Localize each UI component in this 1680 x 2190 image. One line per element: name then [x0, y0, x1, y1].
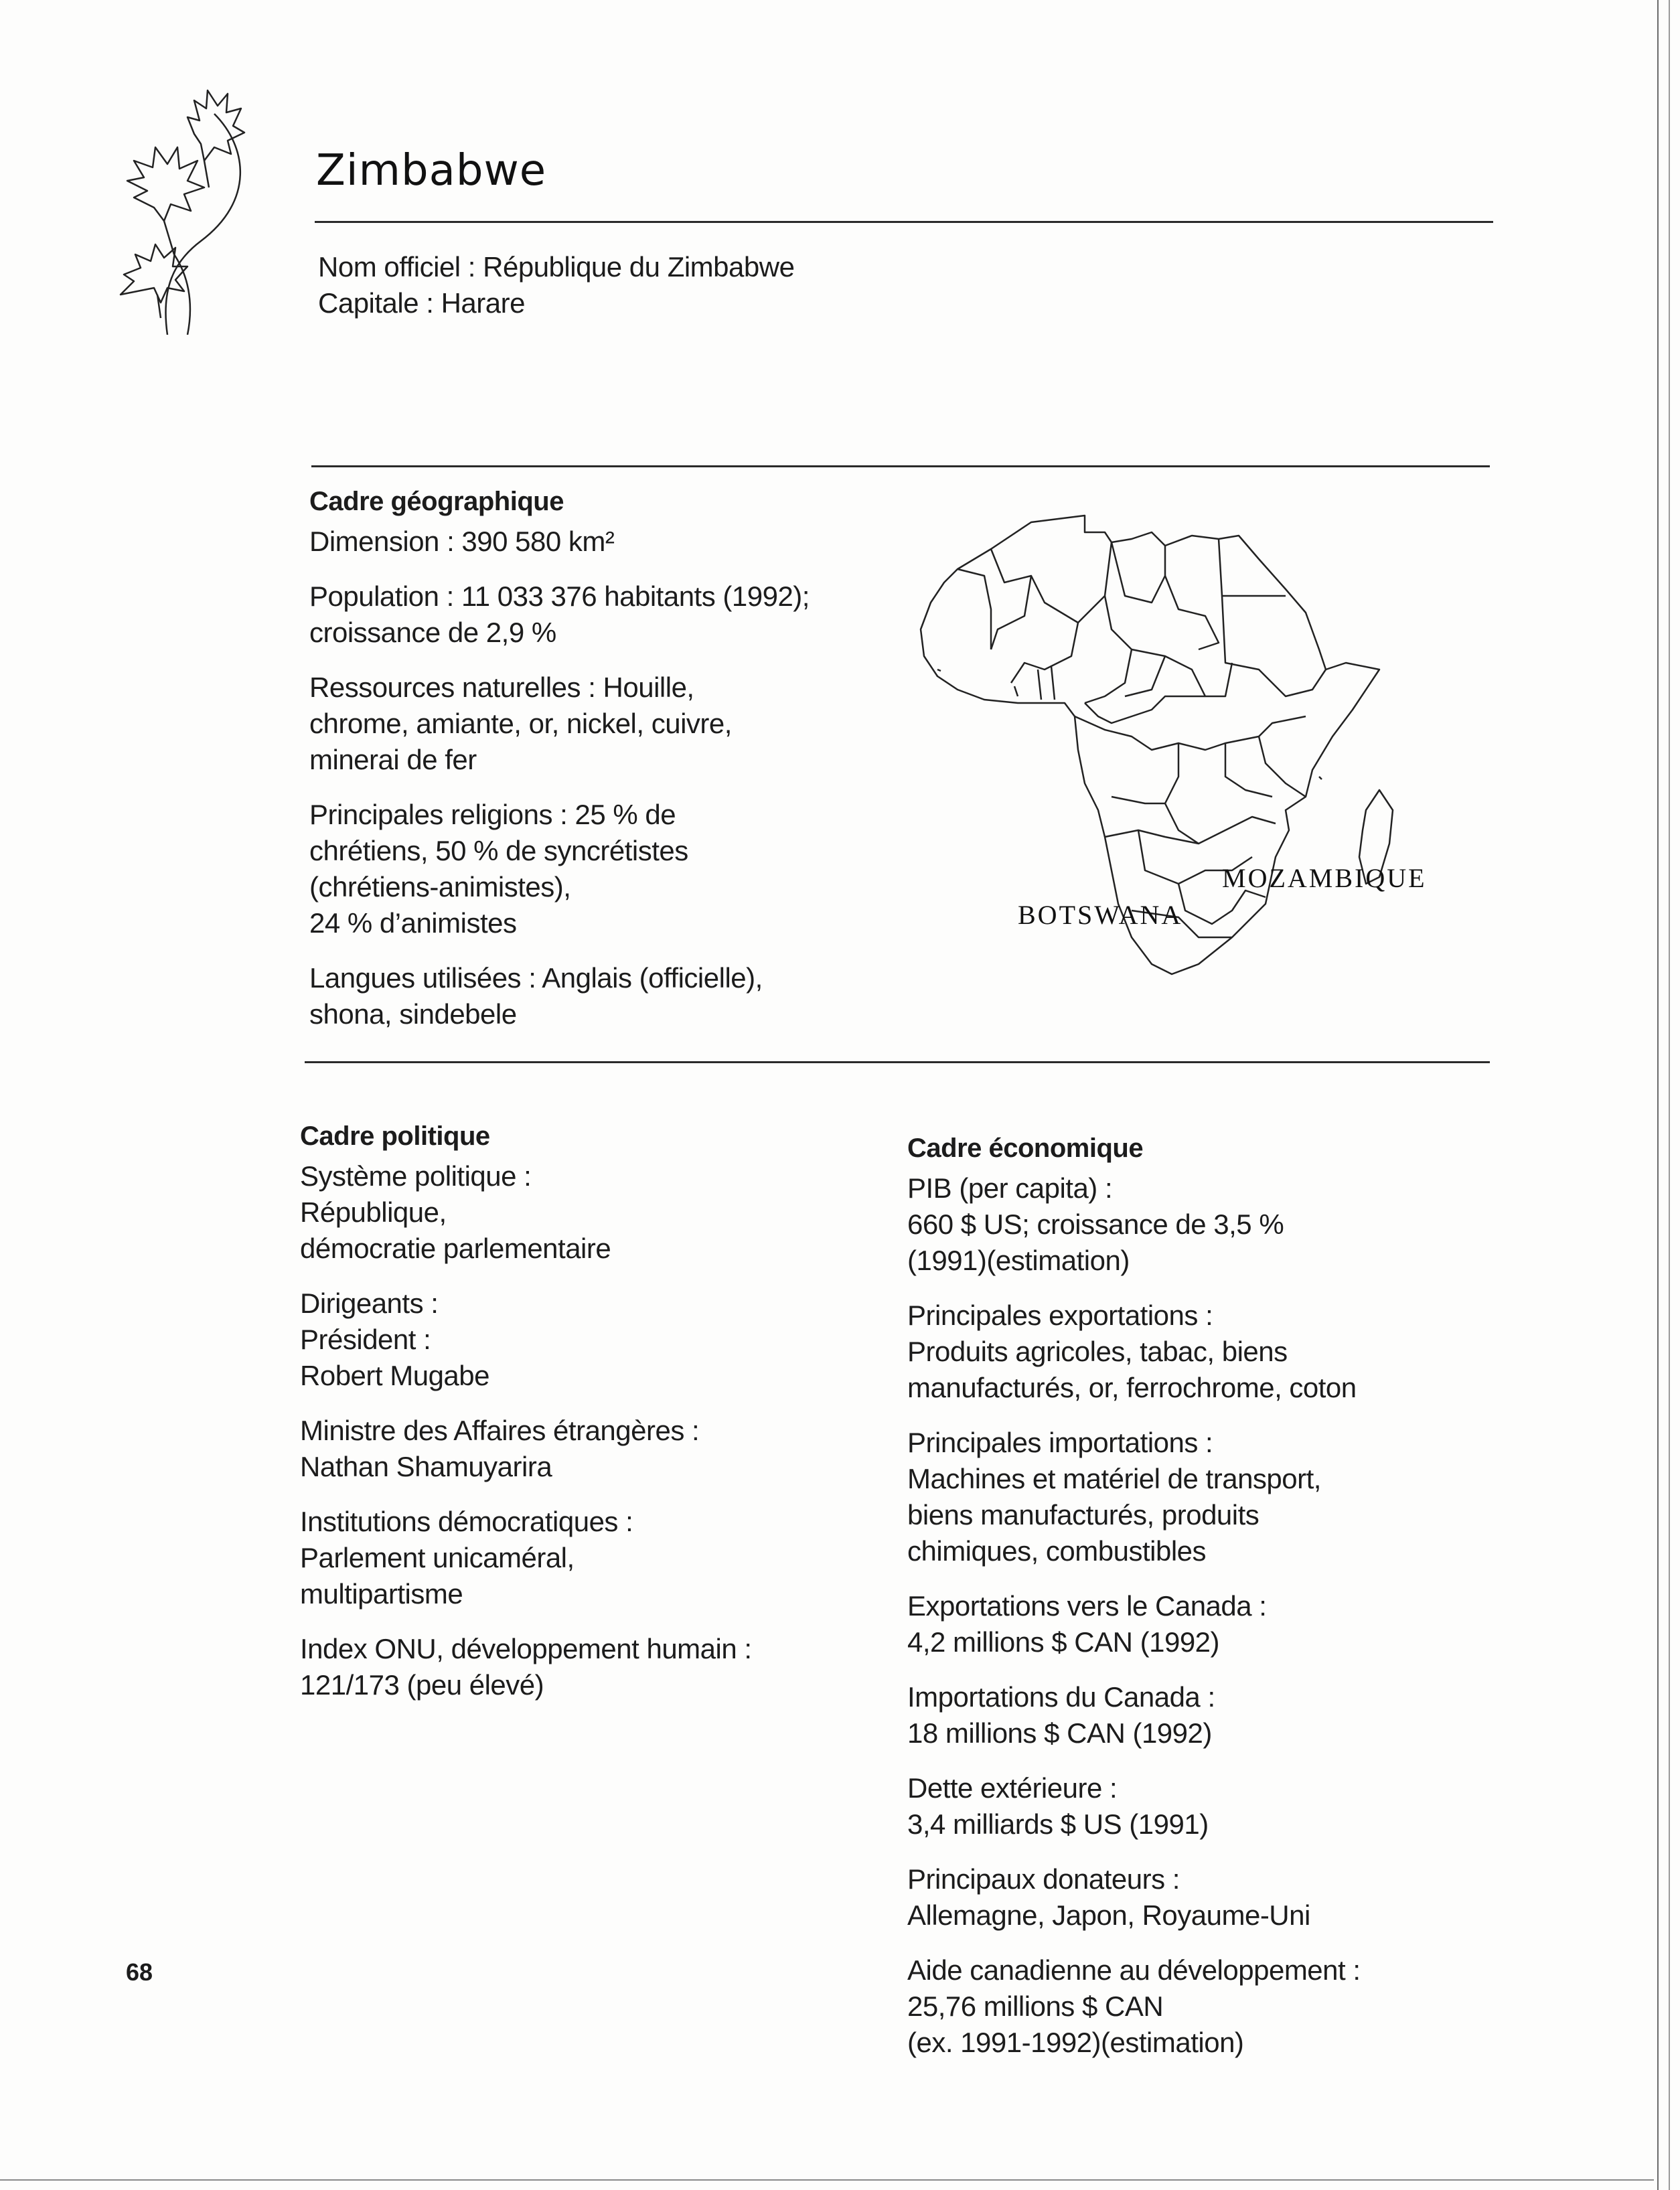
info-line: croissance de 2,9 %: [309, 617, 556, 648]
geo-heading: Cadre géographique: [309, 487, 564, 516]
info-item: [907, 1770, 1543, 1843]
politics-heading: Cadre politique: [300, 1121, 490, 1151]
politics-section: [300, 1118, 903, 1722]
info-line: démocratie parlementaire: [300, 1233, 611, 1264]
bottom-edge: [0, 2179, 1654, 2181]
info-item: [309, 578, 912, 651]
section-divider-geo: [311, 465, 1490, 467]
page-title: Zimbabwe: [316, 146, 547, 195]
info-line: République,: [300, 1196, 447, 1228]
info-item: [300, 1504, 903, 1612]
info-line: Produits agricoles, tabac, biens: [907, 1336, 1288, 1367]
info-item: [309, 670, 912, 778]
section-divider-bottom: [305, 1061, 1490, 1063]
info-item: [309, 960, 912, 1032]
info-item: [907, 1170, 1543, 1279]
info-line: Index ONU, développement humain :: [300, 1633, 752, 1664]
info-line: Institutions démocratiques :: [300, 1506, 633, 1537]
info-line: 660 $ US; croissance de 3,5 %: [907, 1208, 1284, 1240]
info-line: Exportations vers le Canada :: [907, 1590, 1267, 1622]
info-line: manufacturés, or, ferrochrome, coton: [907, 1372, 1357, 1403]
info-line: shona, sindebele: [309, 998, 517, 1030]
info-item: [300, 1158, 903, 1267]
info-line: minerai de fer: [309, 744, 477, 775]
info-item: [309, 797, 912, 941]
info-line: Principales exportations :: [907, 1300, 1213, 1331]
info-item: [300, 1285, 903, 1394]
economy-heading: Cadre économique: [907, 1133, 1144, 1163]
info-line: Population : 11 033 376 habitants (1992);: [309, 580, 810, 612]
info-line: (1991)(estimation): [907, 1245, 1130, 1276]
map-label-botswana: BOTSWANA: [1018, 900, 1183, 930]
info-line: Ressources naturelles : Houille,: [309, 672, 694, 703]
info-line: Principales importations :: [907, 1427, 1213, 1458]
info-line: 24 % d’animistes: [309, 907, 517, 939]
info-line: biens manufacturés, produits: [907, 1499, 1259, 1531]
info-line: chimiques, combustibles: [907, 1535, 1207, 1567]
info-line: 25,76 millions $ CAN: [907, 1990, 1164, 2022]
geo-section: [309, 483, 912, 1051]
info-line: PIB (per capita) :: [907, 1172, 1113, 1204]
info-line: chrome, amiante, or, nickel, cuivre,: [309, 708, 732, 739]
info-line: Robert Mugabe: [300, 1360, 490, 1391]
info-line: Parlement unicaméral,: [300, 1542, 575, 1573]
info-item: [300, 1631, 903, 1703]
info-line: 121/173 (peu élevé): [300, 1669, 544, 1701]
map-label-mozambique: MOZAMBIQUE: [1222, 863, 1427, 893]
title-divider: [315, 221, 1493, 223]
info-line: 3,4 milliards $ US (1991): [907, 1808, 1209, 1840]
info-item: [907, 1679, 1543, 1751]
economy-section: [907, 1130, 1543, 2080]
africa-map: [911, 495, 1486, 1004]
info-line: (ex. 1991-1992)(estimation): [907, 2027, 1244, 2058]
info-line: Système politique :: [300, 1160, 532, 1192]
info-line: Dimension : 390 580 km²: [309, 526, 615, 557]
maple-leaf-icon: [94, 54, 261, 335]
page-number: 68: [126, 1958, 153, 1986]
official-name: Nom officiel : République du Zimbabwe: [318, 251, 795, 283]
info-item: [907, 1952, 1543, 2061]
info-line: Nathan Shamuyarira: [300, 1451, 552, 1482]
info-line: Dirigeants :: [300, 1287, 439, 1319]
official-info: [318, 249, 794, 321]
info-line: Machines et matériel de transport,: [907, 1463, 1321, 1494]
info-line: 18 millions $ CAN (1992): [907, 1717, 1212, 1749]
info-line: Aide canadienne au développement :: [907, 1954, 1361, 1986]
info-item: [907, 1588, 1543, 1660]
info-line: chrétiens, 50 % de syncrétistes: [309, 835, 688, 866]
page-edge: [1657, 0, 1659, 2190]
info-line: Langues utilisées : Anglais (officielle),: [309, 962, 763, 994]
info-line: Ministre des Affaires étrangères :: [300, 1415, 700, 1446]
info-line: 4,2 millions $ CAN (1992): [907, 1626, 1220, 1658]
info-line: multipartisme: [300, 1578, 463, 1610]
info-line: (chrétiens-animistes),: [309, 871, 571, 903]
info-item: [309, 524, 912, 560]
info-line: Principales religions : 25 % de: [309, 799, 676, 830]
info-item: [907, 1425, 1543, 1569]
info-line: Dette extérieure :: [907, 1772, 1118, 1804]
info-line: Principaux donateurs :: [907, 1863, 1180, 1895]
page-edge-inner: [1669, 0, 1670, 2190]
info-item: [300, 1413, 903, 1485]
info-item: [907, 1861, 1543, 1934]
capital: Capitale : Harare: [318, 287, 525, 319]
info-line: Président :: [300, 1324, 431, 1355]
info-line: Importations du Canada :: [907, 1681, 1215, 1713]
info-item: [907, 1298, 1543, 1406]
info-line: Allemagne, Japon, Royaume-Uni: [907, 1899, 1310, 1931]
